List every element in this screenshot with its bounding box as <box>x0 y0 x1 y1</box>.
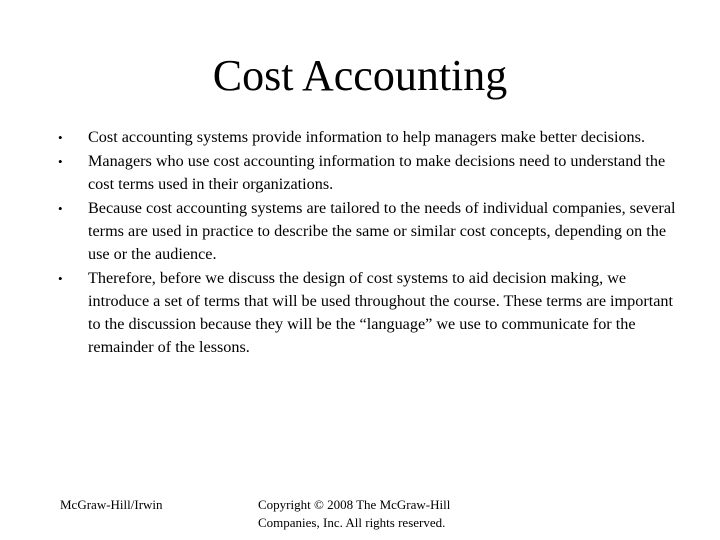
bullet-icon: • <box>58 130 63 145</box>
bullet-text: Cost accounting systems provide information to help managers make better decisions. <box>88 128 645 146</box>
bullet-item <box>58 150 678 196</box>
bullet-icon: • <box>58 201 63 216</box>
bullet-item <box>58 126 678 149</box>
bullet-text: Managers who use cost accounting information to make decisions need to understand the cost terms used in their organizations. <box>88 152 666 193</box>
copyright-line-1: Copyright © 2008 The McGraw-Hill <box>258 497 451 512</box>
bullet-icon: • <box>58 271 63 286</box>
copyright-line-2: Companies, Inc. All rights reserved. <box>258 515 446 530</box>
bullet-icon: • <box>58 154 63 169</box>
bullet-text: Because cost accounting systems are tailored to the needs of individual companies, several terms are used in practice to describe the same or similar cost concepts, depending on the use or the audience. <box>88 199 676 263</box>
bullet-list <box>58 126 678 360</box>
slide-title: Cost Accounting <box>212 51 508 100</box>
footer-copyright <box>258 496 498 532</box>
bullet-item <box>58 267 678 359</box>
bullet-text: Therefore, before we discuss the design of cost systems to aid decision making, we introduce a set of terms that will be used throughout the course. These terms are important to the discussion because they will be the “language” we use to communicate for the remainder of the lessons. <box>88 269 673 356</box>
bullet-item <box>58 197 678 266</box>
footer-publisher: McGraw-Hill/Irwin <box>60 497 163 512</box>
